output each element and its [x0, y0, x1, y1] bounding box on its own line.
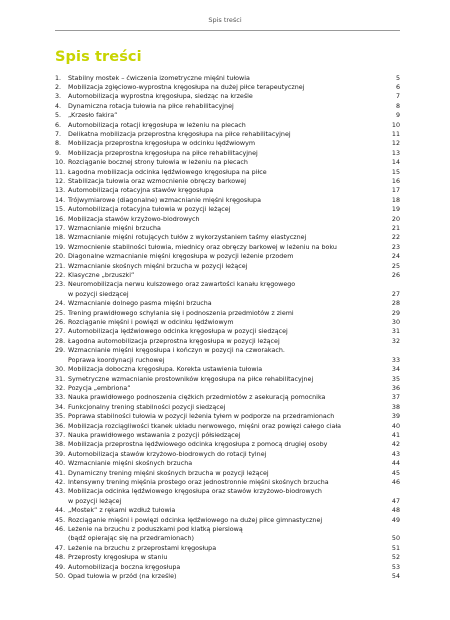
toc-entry-page: 36 — [391, 384, 400, 392]
toc-entry-number: 18. — [55, 234, 66, 242]
toc-entry-page: 48 — [391, 507, 400, 515]
toc-entry — [55, 168, 400, 177]
toc-entry-title: Przeprosty kręgosłupa w staniu — [68, 554, 168, 562]
toc-entry-title: Mobilizacja rozciągliwości tkanek układu nerwowego, mięśni oraz powięzi całego ciała — [68, 422, 342, 430]
toc-entry-title: Stabilny mostek – ćwiczenia izometryczne mięśni tułowia — [68, 74, 250, 82]
toc-entry — [55, 318, 400, 327]
running-header: Spis treści — [208, 16, 242, 24]
toc-entry — [55, 506, 400, 515]
toc-entry-page: 54 — [391, 573, 400, 581]
toc-entry-number: 22. — [55, 272, 66, 280]
toc-entry-page: 47 — [391, 497, 400, 505]
toc-entry — [55, 243, 400, 252]
toc-entry-title: Mobilizacja przeprostna kręgosłupa na piłce rehabilitacyjnej — [68, 149, 258, 157]
toc-entry-number: 37. — [55, 431, 66, 439]
toc-entry-title: Leżenie na brzuchu z przeprostami kręgosłupa — [68, 544, 217, 552]
toc-entry-number: 23. — [55, 281, 66, 289]
toc-entry — [55, 431, 400, 440]
toc-entry-title: Rozciąganie mięśni i powięzi w odcinku lędźwiowym — [68, 319, 234, 327]
toc-entry-title: Automobilizacja stawów krzyżowo-biodrowych do rotacji tylnej — [68, 450, 267, 458]
toc-entry-number: 49. — [55, 563, 66, 571]
toc-entry-title: Klasyczne „brzuszki” — [68, 272, 135, 280]
toc-entry-page: 21 — [391, 225, 400, 232]
toc-entry-title: Automobilizacja boczna kręgosłupa — [68, 563, 181, 571]
toc-entry-title: Wzmacnianie mięśni skośnych brzucha — [68, 460, 193, 468]
toc-entry-page: 15 — [391, 168, 400, 176]
toc-entry-page: 42 — [391, 441, 400, 449]
toc-entry — [55, 252, 400, 261]
toc-entry — [55, 299, 400, 308]
toc-entry-number: 12. — [55, 177, 66, 185]
toc-list — [55, 74, 400, 582]
toc-entry-title: Mobilizacja doboczna kręgosłupa. Korekta ustawienia tułowia — [68, 366, 263, 374]
toc-entry — [55, 459, 400, 468]
toc-entry-number: 8. — [55, 140, 62, 148]
toc-entry-page: 22 — [391, 234, 400, 242]
toc-entry-number: 41. — [55, 469, 66, 477]
toc-entry-title: Automobilizacja rotacyjna stawów kręgosłupa — [68, 187, 214, 195]
toc-entry-page: 34 — [391, 366, 400, 374]
toc-entry — [55, 327, 400, 336]
toc-entry-number: 32. — [55, 384, 66, 392]
toc-entry-number: 35. — [55, 413, 66, 421]
toc-entry-number: 36. — [55, 422, 66, 430]
toc-entry-page: 41 — [391, 431, 400, 439]
toc-entry-number: 42. — [55, 478, 66, 486]
toc-entry-number: 21. — [55, 262, 66, 270]
toc-entry-page: 9 — [395, 112, 400, 120]
toc-entry-page: 45 — [391, 469, 400, 477]
toc-entry-page: 26 — [391, 272, 400, 280]
toc-entry — [55, 346, 400, 365]
toc-entry — [55, 478, 400, 487]
toc-entry-page: 31 — [391, 328, 400, 336]
toc-entry-title: Trening prawidłowego schylania się i podnoszenia przedmiotów z ziemi — [68, 309, 294, 317]
toc-entry-page: 40 — [391, 422, 400, 430]
toc-entry-page: 19 — [391, 206, 400, 214]
toc-entry — [55, 111, 400, 120]
toc-entry-number: 48. — [55, 554, 66, 562]
toc-entry-title: Łagodna mobilizacja odcinka lędźwiowego kręgosłupa na piłce — [68, 168, 267, 176]
toc-entry-number: 9. — [55, 149, 62, 157]
toc-entry-page: 53 — [391, 563, 400, 571]
toc-entry-title: Pozycja „embriona” — [68, 384, 131, 392]
toc-entry-page: 13 — [391, 149, 400, 157]
toc-entry-number: 1. — [55, 74, 62, 82]
toc-entry-title: Wzmacnianie mięśni kręgosłupa i kończyn w pozycji na czworakach. Poprawa koordynacji ruchowej — [68, 347, 285, 364]
toc-entry-title: Symetryczne wzmacnianie prostowników kręgosłupa na piłce rehabilitacyjnej — [68, 375, 314, 383]
toc-entry — [55, 525, 400, 544]
toc-entry-title: Mobilizacja stawów krzyżowo-biodrowych — [68, 215, 200, 223]
toc-entry-number: 5. — [55, 112, 62, 120]
toc-entry-page: 20 — [391, 215, 400, 223]
toc-entry-title: Poprawa stabilności tułowia w pozycji leżenia tyłem w podporze na przedramionach — [68, 413, 335, 421]
toc-entry-page: 12 — [391, 140, 400, 148]
toc-entry — [55, 572, 400, 581]
toc-entry — [55, 280, 400, 299]
toc-entry — [55, 233, 400, 242]
toc-entry — [55, 271, 400, 280]
toc-entry-number: 6. — [55, 121, 62, 129]
toc-entry-title: Mobilizacja zgięciowo-wyprostna kręgosłupa na dużej piłce terapeutycznej — [68, 83, 305, 91]
toc-entry-title: Łagodna automobilizacja przeprostna kręgosłupa w pozycji leżącej — [68, 337, 280, 345]
toc-entry-number: 11. — [55, 168, 66, 176]
toc-entry-page: 6 — [395, 83, 400, 91]
toc-entry-title: Opad tułowia w przód (na krześle) — [68, 573, 177, 581]
toc-entry — [55, 544, 400, 553]
toc-entry-number: 38. — [55, 441, 66, 449]
toc-entry-number: 33. — [55, 394, 66, 402]
toc-entry-page: 30 — [391, 319, 400, 327]
toc-entry-page: 43 — [391, 450, 400, 458]
toc-entry-number: 44. — [55, 507, 66, 515]
toc-entry-page: 35 — [391, 375, 400, 383]
toc-entry-title: Dynamiczna rotacja tułowia na piłce rehabilitacyjnej — [68, 102, 234, 110]
toc-entry-page: 25 — [391, 262, 400, 270]
toc-entry-title: Leżenie na brzuchu z poduszkami pod klatką piersiową (bądź opierając się na przedramionach) — [68, 526, 243, 543]
toc-entry-number: 10. — [55, 159, 66, 167]
toc-entry-title: Mobilizacja przeprostna kręgosłupa w odcinku lędźwiowym — [68, 140, 256, 148]
toc-entry — [55, 92, 400, 101]
toc-entry-number: 46. — [55, 526, 66, 533]
toc-entry-page: 14 — [391, 159, 400, 167]
toc-entry-number: 16. — [55, 215, 66, 223]
header-divider — [55, 30, 400, 31]
toc-entry-title: Nauka prawidłowego podnoszenia ciężkich przedmiotów z asekuracją pomocnika — [68, 394, 326, 402]
toc-entry-number: 19. — [55, 243, 66, 251]
toc-entry-page: 32 — [391, 337, 400, 345]
toc-entry-title: Trójwymiarowe (diagonalne) wzmacnianie mięśni kręgosłupa — [68, 196, 261, 204]
toc-entry-page: 17 — [391, 187, 400, 195]
toc-entry-title: Wzmacnianie dolnego pasma mięśni brzucha — [68, 300, 212, 308]
toc-entry — [55, 450, 400, 459]
toc-entry — [55, 375, 400, 384]
toc-entry-number: 2. — [55, 83, 62, 91]
toc-entry — [55, 337, 400, 346]
toc-entry — [55, 440, 400, 449]
toc-entry-number: 20. — [55, 253, 66, 261]
toc-entry — [55, 553, 400, 562]
toc-entry-number: 39. — [55, 450, 66, 458]
toc-entry-page: 8 — [395, 102, 400, 110]
toc-entry-page: 24 — [391, 253, 400, 261]
toc-entry — [55, 196, 400, 205]
toc-entry-title: Wzmacnianie mięśni rotujących tułów z wykorzystaniem taśmy elastycznej — [68, 234, 307, 242]
toc-entry-number: 3. — [55, 93, 62, 101]
toc-entry — [55, 422, 400, 431]
toc-entry-page: 10 — [391, 121, 400, 129]
toc-entry-number: 7. — [55, 130, 62, 138]
toc-entry-page: 18 — [391, 196, 400, 204]
toc-entry-title: Funkcjonalny trening stabilności pozycji siedzącej — [68, 403, 226, 411]
toc-entry — [55, 309, 400, 318]
toc-entry — [55, 186, 400, 195]
toc-entry-page: 7 — [395, 93, 400, 101]
toc-entry-number: 27. — [55, 328, 66, 336]
toc-entry-page: 23 — [391, 243, 400, 251]
toc-entry-number: 31. — [55, 375, 66, 383]
toc-entry-title: Wzmacnianie skośnych mięśni brzucha w pozycji leżącej — [68, 262, 248, 270]
toc-entry-number: 43. — [55, 488, 66, 496]
toc-entry-title: Diagonalne wzmacnianie mięśni kręgosłupa w pozycji leżenie przodem — [68, 253, 294, 261]
toc-entry-title: Automobilizacja rotacyjna tułowia w pozycji leżącej — [68, 206, 231, 214]
toc-entry-number: 25. — [55, 309, 66, 317]
toc-entry-number: 29. — [55, 347, 66, 355]
toc-entry-title: Delikatna mobilizacja przeprostna kręgosłupa na piłce rehabilitacyjnej — [68, 130, 291, 138]
toc-entry — [55, 130, 400, 139]
toc-entry-number: 24. — [55, 300, 66, 308]
toc-entry-title: Rozciąganie bocznej strony tułowia w leżeniu na plecach — [68, 159, 248, 167]
toc-entry-title: Mobilizacja przeprostna lędźwiowego odcinka kręgosłupa z pomocą drugiej osoby — [68, 441, 328, 449]
toc-entry-page: 28 — [391, 300, 400, 308]
toc-entry-page: 11 — [391, 130, 400, 138]
toc-entry-number: 14. — [55, 196, 66, 204]
toc-entry-title: Neuromobilizacja nerwu kulszowego oraz zawartości kanału kręgowego w pozycji siedzącej — [68, 281, 296, 298]
toc-entry-title: Stabilizacja tułowia oraz wzmocnienie obręczy barkowej — [68, 177, 247, 185]
toc-entry — [55, 469, 400, 478]
toc-entry-title: Automobilizacja rotacji kręgosłupa w leżeniu na plecach — [68, 121, 246, 129]
toc-entry-title: Mobilizacja odcinka lędźwiowego kręgosłupa oraz stawów krzyżowo-biodrowych w pozycji leżącej — [68, 488, 322, 505]
toc-entry-page: 44 — [391, 460, 400, 468]
toc-entry-page: 39 — [391, 413, 400, 421]
toc-entry-number: 34. — [55, 403, 66, 411]
toc-entry-page: 5 — [395, 74, 400, 82]
toc-entry — [55, 205, 400, 214]
toc-entry-page: 52 — [391, 554, 400, 562]
toc-entry-number: 40. — [55, 460, 66, 468]
toc-entry-page: 33 — [391, 356, 400, 364]
toc-entry — [55, 177, 400, 186]
toc-entry-title: Nauka prawidłowego wstawania z pozycji półsiedzącej — [68, 431, 241, 439]
toc-entry — [55, 224, 400, 233]
toc-entry-title: „Mostek” z rękami wzdłuż tułowia — [68, 507, 176, 515]
toc-entry-title: Wzmacnianie mięśni brzucha — [68, 225, 161, 232]
toc-entry-title: Automobilizacja lędźwiowego odcinka kręgosłupa w pozycji siedzącej — [68, 328, 288, 336]
toc-entry — [55, 403, 400, 412]
toc-entry-page: 16 — [391, 177, 400, 185]
toc-entry — [55, 139, 400, 148]
toc-entry-number: 30. — [55, 366, 66, 374]
toc-entry — [55, 487, 400, 506]
toc-entry-number: 13. — [55, 187, 66, 195]
toc-entry-number: 4. — [55, 102, 62, 110]
toc-entry — [55, 158, 400, 167]
toc-entry — [55, 262, 400, 271]
toc-entry-number: 26. — [55, 319, 66, 327]
toc-entry — [55, 121, 400, 130]
toc-entry-number: 45. — [55, 516, 66, 524]
toc-entry — [55, 74, 400, 83]
toc-entry — [55, 102, 400, 111]
toc-entry-number: 28. — [55, 337, 66, 345]
toc-entry-page: 46 — [391, 478, 400, 486]
toc-entry — [55, 563, 400, 572]
toc-entry-title: „Krzesło fakira” — [68, 112, 118, 120]
toc-entry-title: Rozciąganie mięśni i powięzi odcinka lędźwiowego na dużej piłce gimnastycznej — [68, 516, 323, 524]
toc-entry-page: 27 — [391, 290, 400, 298]
toc-entry-number: 15. — [55, 206, 66, 214]
toc-entry — [55, 393, 400, 402]
toc-entry-page: 50 — [391, 535, 400, 543]
toc-entry-page: 29 — [391, 309, 400, 317]
toc-title: Spis treści — [55, 49, 142, 65]
toc-entry-page: 37 — [391, 394, 400, 402]
toc-entry-title: Automobilizacja wyprostna kręgosłupa, siedząc na krześle — [68, 93, 253, 101]
toc-entry-title: Intensywny trening mięśnia prostego oraz jednostronnie mięśni skośnych brzucha — [68, 478, 329, 486]
toc-entry-number: 17. — [55, 225, 66, 232]
toc-entry — [55, 149, 400, 158]
toc-entry-title: Dynamiczny trening mięśni skośnych brzucha w pozycji leżącej — [68, 469, 269, 477]
toc-entry-page: 49 — [391, 516, 400, 524]
toc-entry — [55, 516, 400, 525]
toc-entry-number: 47. — [55, 544, 66, 552]
toc-entry — [55, 215, 400, 224]
toc-entry-title: Wzmocnienie stabilności tułowia, miednicy oraz obręczy barkowej w leżeniu na boku — [68, 243, 337, 251]
toc-entry — [55, 412, 400, 421]
toc-entry-page: 51 — [391, 544, 400, 552]
toc-entry — [55, 384, 400, 393]
toc-entry — [55, 365, 400, 374]
toc-entry — [55, 83, 400, 92]
toc-entry-number: 50. — [55, 573, 66, 581]
toc-entry-page: 38 — [391, 403, 400, 411]
